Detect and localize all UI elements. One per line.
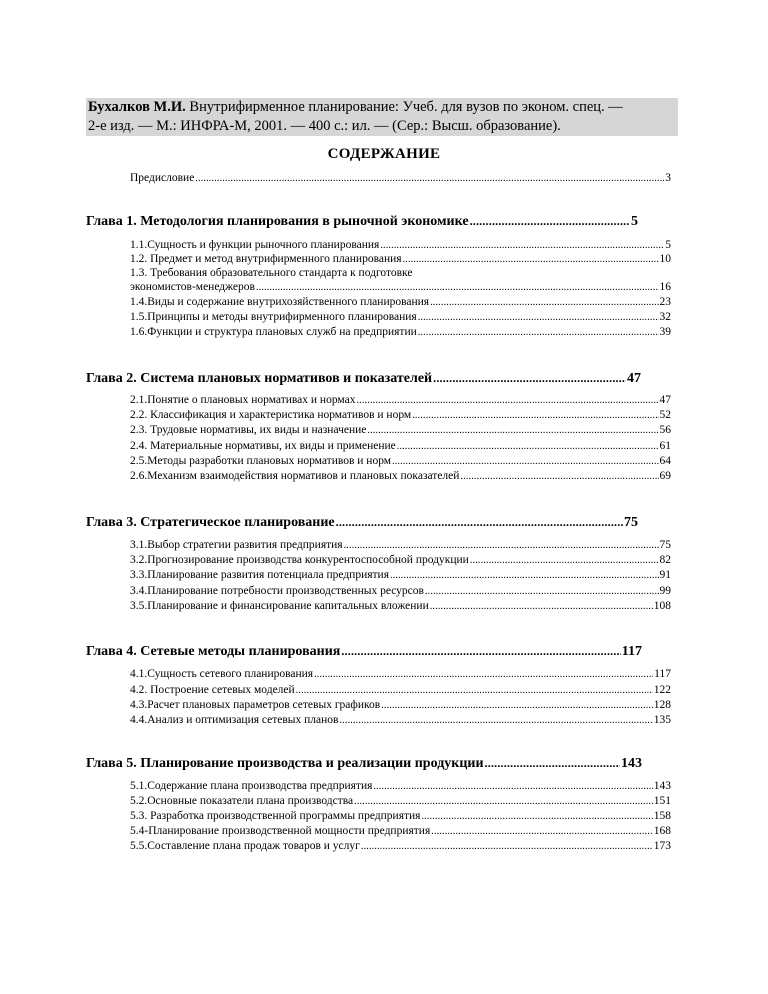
- toc-entry-page: 143: [653, 780, 671, 792]
- leader-dots: [380, 239, 664, 253]
- toc-entry-label: 3.5.Планирование и финансирование капитальных вложении: [130, 600, 429, 612]
- leader-dots: [430, 600, 653, 614]
- leader-dots: [392, 455, 658, 469]
- toc-entry-page: 91: [659, 569, 671, 581]
- toc-entry: [130, 538, 671, 553]
- toc-entry-page: 122: [653, 684, 671, 696]
- chapter-title: Глава 2. Система плановых нормативов и показателей: [86, 371, 433, 386]
- toc-entry-page: 56: [659, 424, 671, 436]
- toc-chapter-4: [86, 643, 642, 660]
- toc-entry: [130, 469, 671, 484]
- toc-entry: [130, 839, 671, 854]
- bibliographic-line-2: 2-е изд. — М.: ИНФРА-М, 2001. — 400 с.: ил. — (Сер.: Высш. образование).: [88, 118, 561, 134]
- toc-entry-page: 47: [659, 394, 671, 406]
- toc-entry: [130, 439, 671, 454]
- leader-dots: [418, 326, 659, 340]
- toc-chapter-2: [86, 370, 641, 387]
- toc-entry: [130, 824, 671, 839]
- toc-entry-label: 5.3. Разработка производственной программы предприятия: [130, 810, 421, 822]
- leader-dots: [361, 840, 653, 854]
- toc-entry-page: 168: [653, 825, 671, 837]
- toc-entry-page: 135: [653, 714, 671, 726]
- toc-entry-page: 5: [665, 239, 671, 251]
- toc-entry: [130, 584, 671, 599]
- leader-dots: [296, 684, 653, 698]
- toc-entry-page: 99: [659, 585, 671, 597]
- leader-dots: [373, 780, 652, 794]
- leader-dots: [412, 409, 658, 423]
- author-name: Бухалков М.И.: [88, 99, 186, 115]
- toc-entry-label-line-1: 1.3. Требования образовательного стандарта к подготовке: [130, 267, 413, 279]
- leader-dots: [356, 394, 658, 408]
- toc-entry-label: 4.2. Построение сетевых моделей: [130, 684, 295, 696]
- toc-entry: [130, 599, 671, 614]
- toc-entry: [130, 779, 671, 794]
- toc-entry-label: 1.1.Сущность и функции рыночного планирования: [130, 239, 380, 251]
- leader-dots: [470, 554, 659, 568]
- toc-entry-page: 173: [653, 840, 671, 852]
- toc-entry-page: 23: [659, 296, 671, 308]
- leader-dots: [341, 643, 620, 660]
- toc-entry-page: 61: [659, 440, 671, 452]
- leader-dots: [339, 714, 652, 728]
- leader-dots: [403, 253, 659, 267]
- leader-dots: [390, 569, 659, 583]
- toc-entry-label: 3.1.Выбор стратегии развития предприятия: [130, 539, 343, 551]
- toc-entry-page: 151: [653, 795, 671, 807]
- toc-entry-page: 52: [659, 409, 671, 421]
- toc-entry-label: 4.3.Расчет плановых параметров сетевых графиков: [130, 699, 381, 711]
- leader-dots: [431, 825, 653, 839]
- toc-chapter-3: [86, 514, 638, 531]
- leader-dots: [421, 810, 652, 824]
- page-title: СОДЕРЖАНИЕ: [327, 146, 441, 162]
- toc-entry: [130, 553, 671, 568]
- toc-entry: [130, 238, 671, 253]
- toc-entry: [130, 325, 671, 340]
- chapter-page: 117: [621, 644, 642, 659]
- toc-entry-page: 16: [659, 281, 671, 293]
- toc-entry-label: 2.3. Трудовые нормативы, их виды и назначение: [130, 424, 367, 436]
- leader-dots: [381, 699, 653, 713]
- toc-entry-page: 82: [659, 554, 671, 566]
- toc-entry-page: 108: [653, 600, 671, 612]
- toc-entry-page: 69: [659, 470, 671, 482]
- toc-entry: [130, 295, 671, 310]
- toc-entry: [130, 280, 671, 295]
- toc-entry-page: 10: [659, 253, 671, 265]
- chapter-page: 75: [624, 515, 638, 530]
- toc-entry: [130, 683, 671, 698]
- toc-entry-label: 1.2. Предмет и метод внутрифирменного планирования: [130, 253, 402, 265]
- leader-dots: [425, 585, 659, 599]
- leader-dots: [314, 668, 653, 682]
- toc-entry-label: 5.1.Содержание плана производства предприятия: [130, 780, 373, 792]
- toc-entry: [130, 310, 671, 325]
- toc-entry-label: 4.1.Сущность сетевого планирования: [130, 668, 314, 680]
- toc-entry: [130, 568, 671, 583]
- toc-entry-page: 64: [659, 455, 671, 467]
- leader-dots: [367, 424, 658, 438]
- leader-dots: [195, 172, 664, 186]
- chapter-page: 5: [631, 214, 638, 229]
- chapter-title: Глава 1. Методология планирования в рыночной экономике: [86, 214, 469, 229]
- toc-entry-label: 2.5.Методы разработки плановых нормативов и норм: [130, 455, 392, 467]
- toc-entry-label: 1.6.Функции и структура плановых служб на предприятии: [130, 326, 417, 338]
- toc-entry-label: 2.2. Классификация и характеристика нормативов и норм: [130, 409, 412, 421]
- bibliographic-reference: [86, 98, 678, 136]
- leader-dots: [485, 755, 620, 772]
- leader-dots: [433, 370, 626, 387]
- toc-entry-page: 117: [654, 668, 671, 680]
- toc-entry-label: Предисловие: [130, 172, 195, 184]
- toc-entry: [130, 713, 671, 728]
- leader-dots: [418, 311, 659, 325]
- leader-dots: [256, 281, 659, 295]
- bibliographic-title: Внутрифирменное планирование: Учеб. для вузов по эконом. спец. —: [185, 99, 623, 115]
- chapter-title: Глава 5. Планирование производства и реализации продукции: [86, 756, 484, 771]
- toc-entry-label: 2.6.Механизм взаимодействия нормативов и плановых показателей: [130, 470, 460, 482]
- toc-entry: [130, 393, 671, 408]
- leader-dots: [354, 795, 653, 809]
- toc-entry: [130, 667, 671, 682]
- leader-dots: [430, 296, 658, 310]
- toc-entry: [130, 454, 671, 469]
- chapter-title: Глава 3. Стратегическое планирование: [86, 515, 335, 530]
- toc-entry-page: 128: [653, 699, 671, 711]
- leader-dots: [470, 213, 630, 230]
- toc-entry-page: 3: [665, 172, 671, 184]
- chapter-title: Глава 4. Сетевые методы планирования: [86, 644, 341, 659]
- leader-dots: [460, 470, 658, 484]
- toc-entry-label: 5.5.Составление плана продаж товаров и услуг: [130, 840, 360, 852]
- toc-entry-label: 5.2.Основные показатели плана производства: [130, 795, 354, 807]
- toc-entry-page: 39: [659, 326, 671, 338]
- toc-entry-label: 4.4.Анализ и оптимизация сетевых планов: [130, 714, 339, 726]
- toc-entry-label: 1.4.Виды и содержание внутрихозяйственного планирования: [130, 296, 430, 308]
- toc-chapter-1: [86, 213, 638, 230]
- toc-entry-label: 2.4. Материальные нормативы, их виды и применение: [130, 440, 396, 452]
- leader-dots: [397, 440, 659, 454]
- toc-entry: [130, 794, 671, 809]
- toc-entry-page: 158: [653, 810, 671, 822]
- toc-entry: [130, 252, 671, 267]
- chapter-page: 143: [621, 756, 642, 771]
- toc-entry-label: 3.2.Прогнозирование производства конкурентоспособной продукции: [130, 554, 469, 566]
- toc-entry-label: 2.1.Понятие о плановых нормативах и нормах: [130, 394, 356, 406]
- leader-dots: [344, 539, 659, 553]
- toc-entry-label: 3.4.Планирование потребности производственных ресурсов: [130, 585, 424, 597]
- toc-entry-page: 32: [659, 311, 671, 323]
- toc-entry-preface: [130, 171, 671, 186]
- leader-dots: [336, 514, 623, 531]
- toc-entry-label: 1.5.Принципы и методы внутрифирменного планирования: [130, 311, 417, 323]
- toc-entry: [130, 698, 671, 713]
- toc-entry: [130, 408, 671, 423]
- chapter-page: 47: [627, 371, 641, 386]
- toc-entry: [130, 423, 671, 438]
- toc-entry-page: 75: [659, 539, 671, 551]
- toc-entry-label: 3.3.Планирование развития потенциала предприятия: [130, 569, 389, 581]
- toc-entry-label: 5.4-Планирование производственной мощности предприятия: [130, 825, 431, 837]
- toc-chapter-5: [86, 755, 642, 772]
- toc-entry-label: экономистов-менеджеров: [130, 281, 255, 293]
- bibliographic-line-1: [88, 98, 676, 117]
- toc-entry: [130, 809, 671, 824]
